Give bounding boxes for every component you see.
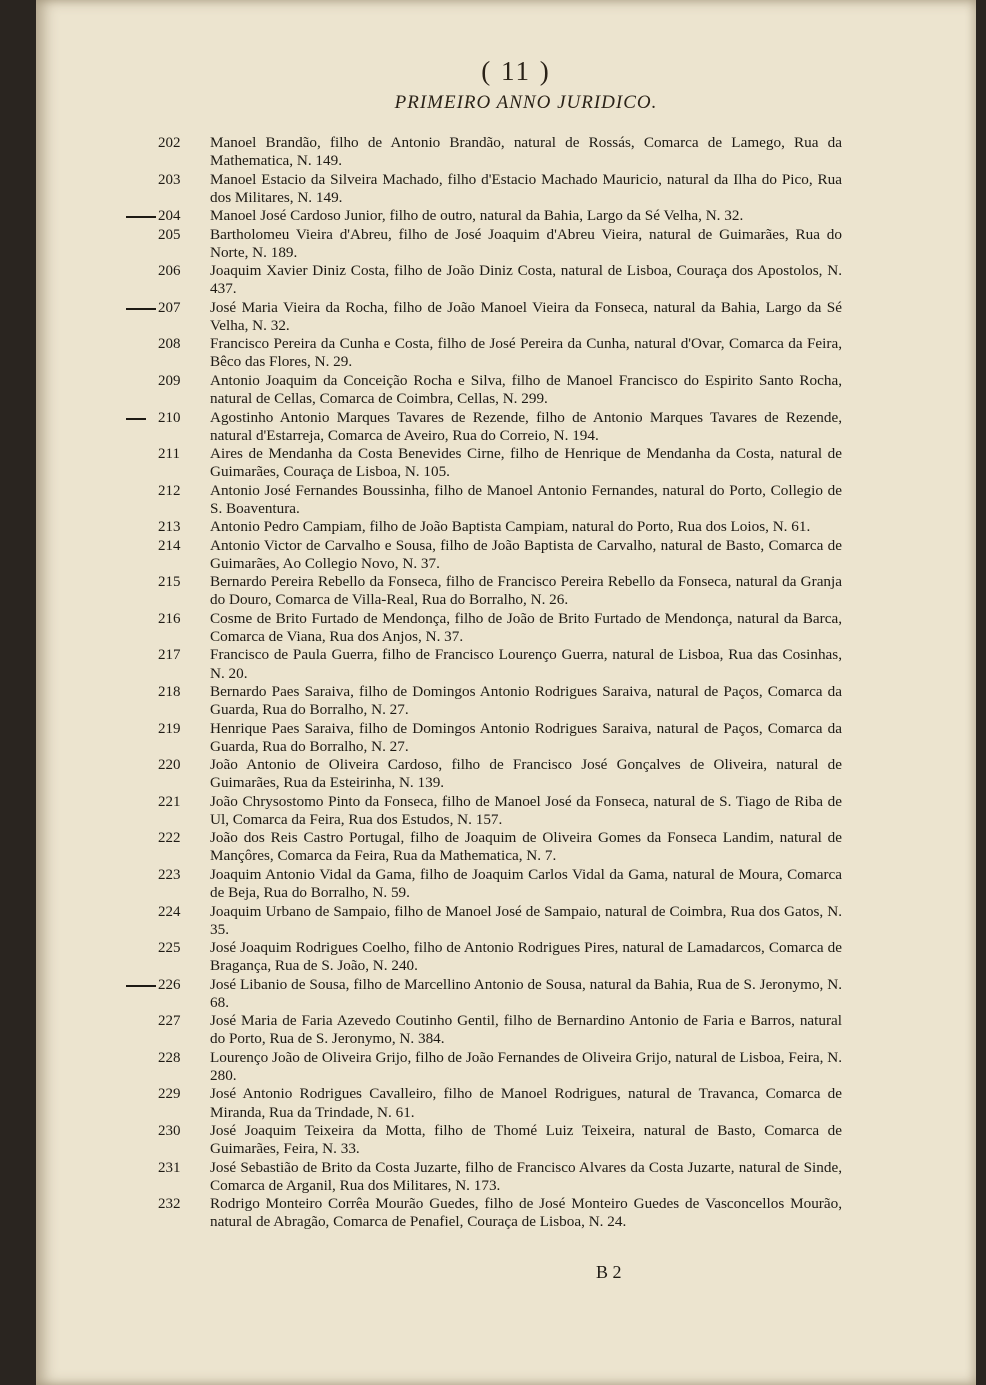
entry-number: 202 xyxy=(158,135,181,151)
entry-number: 232 xyxy=(158,1196,181,1213)
entry-text: José Sebastião de Brito da Costa Juzarte, filho de Francisco Alvares da Costa Juzarte, natural de Sinde, Comarca de Arganil, Rua dos Militares, N. 173. xyxy=(210,1158,842,1194)
entry-text: José Joaquim Rodrigues Coelho, filho de Antonio Rodrigues Pires, natural de Lamadarcos, Comarca de Bragança, Rua de S. João, N. 240. xyxy=(210,939,842,975)
list-item xyxy=(36,335,976,371)
entry-number: 203 xyxy=(158,171,181,188)
list-item xyxy=(36,573,976,609)
margin-tick-mark xyxy=(126,308,156,310)
list-item xyxy=(36,445,976,481)
list-item xyxy=(36,720,976,756)
list-item xyxy=(36,1049,976,1085)
entry-number: 220 xyxy=(158,757,181,774)
entry-number: 214 xyxy=(158,537,181,554)
list-item xyxy=(36,207,976,225)
entry-number: 207 xyxy=(158,299,181,316)
entry-number: 210 xyxy=(158,409,181,426)
list-item xyxy=(36,756,976,792)
entry-number: 216 xyxy=(158,610,181,627)
list-item xyxy=(36,171,976,207)
list-item xyxy=(36,518,976,536)
entry-number: 209 xyxy=(158,372,181,389)
page-number: ( 11 ) xyxy=(481,56,551,86)
entry-text: Cosme de Brito Furtado de Mendonça, filho de João de Brito Furtado de Mendonça, natural da Barca, Comarca de Viana, Rua dos Anjos, N. 37. xyxy=(210,609,842,645)
entry-text: José Maria de Faria Azevedo Coutinho Gentil, filho de Bernardino Antonio de Faria e Barros, natural do Porto, Rua de S. Jeronymo, N. 384. xyxy=(210,1012,842,1048)
list-item xyxy=(36,1085,976,1121)
entry-text: Antonio Joaquim da Conceição Rocha e Silva, filho de Manoel Francisco do Espirito Santo Rocha, natural de Cellas, Comarca de Coimbra, Cellas, N. 299. xyxy=(210,371,842,408)
list-item xyxy=(36,683,976,719)
list-item xyxy=(36,262,976,298)
entry-text: Manoel José Cardoso Junior, filho de outro, natural da Bahia, Largo da Sé Velha, N. 32. xyxy=(210,207,744,225)
margin-tick-mark xyxy=(126,985,156,987)
list-item xyxy=(36,646,976,682)
list-item xyxy=(36,829,976,865)
entry-text: Manoel Brandão, filho de Antonio Brandão, natural de Rossás, Comarca de Lamego, Rua da Mathematica, N. 149. xyxy=(210,134,842,170)
list-item xyxy=(36,226,976,262)
list-item xyxy=(36,903,976,939)
entry-text: Lourenço João de Oliveira Grijo, filho de João Fernandes de Oliveira Grijo, natural de Lisboa, Feira, N. 280. xyxy=(210,1048,842,1084)
entry-number: 213 xyxy=(158,519,181,536)
list-item xyxy=(36,1159,976,1195)
entry-number: 215 xyxy=(158,574,181,591)
entry-text: João dos Reis Castro Portugal, filho de Joaquim de Oliveira Gomes da Fonseca Landim, natural de Mançôres, Comarca da Feira, Rua da Mathematica, N. 7. xyxy=(210,829,842,865)
entry-number: 218 xyxy=(158,684,181,701)
entry-number: 217 xyxy=(158,647,181,664)
entry-text: Antonio José Fernandes Boussinha, filho de Manoel Antonio Fernandes, natural do Porto, Collegio de S. Boaventura. xyxy=(210,481,842,517)
entry-number: 228 xyxy=(158,1049,181,1066)
list-item xyxy=(36,939,976,975)
entry-number: 219 xyxy=(158,720,181,737)
entry-text: Bartholomeu Vieira d'Abreu, filho de José Joaquim d'Abreu Vieira, natural de Guimarães, Rua do Norte, N. 189. xyxy=(210,225,842,261)
entry-text: Agostinho Antonio Marques Tavares de Rezende, filho de Antonio Marques Tavares de Rezende, natural d'Estarreja, Comarca de Aveiro, Rua do Correio, N. 194. xyxy=(210,408,842,444)
entry-number: 225 xyxy=(158,940,181,957)
entry-text: Henrique Paes Saraiva, filho de Domingos Antonio Rodrigues Saraiva, natural de Paços, Comarca da Guarda, Rua do Borralho, N. 27. xyxy=(210,719,842,755)
entry-text: Joaquim Urbano de Sampaio, filho de Manoel José de Sampaio, natural de Coimbra, Rua dos Gatos, N. 35. xyxy=(210,902,842,938)
entry-text: Bernardo Paes Saraiva, filho de Domingos Antonio Rodrigues Saraiva, natural de Paços, Comarca da Guarda, Rua do Borralho, N. 27. xyxy=(210,683,842,719)
entry-number: 211 xyxy=(158,446,180,463)
entry-number: 227 xyxy=(158,1013,181,1030)
list-item xyxy=(36,409,976,445)
entry-text: João Chrysostomo Pinto da Fonseca, filho de Manoel José da Fonseca, natural de S. Tiago de Riba de Ul, Comarca da Feira, Rua dos Estudos, N. 157. xyxy=(210,792,842,828)
list-item xyxy=(36,866,976,902)
entry-text: Francisco de Paula Guerra, filho de Francisco Lourenço Guerra, natural de Lisboa, Rua das Cosinhas, N. 20. xyxy=(210,646,842,682)
entry-text: Antonio Pedro Campiam, filho de João Baptista Campiam, natural do Porto, Rua dos Loios, N. 61. xyxy=(210,518,811,536)
list-item xyxy=(36,134,976,170)
entry-number: 208 xyxy=(158,336,181,353)
entry-text: Joaquim Antonio Vidal da Gama, filho de Joaquim Carlos Vidal da Gama, natural de Moura, Comarca de Beja, Rua do Borralho, N. 59. xyxy=(210,865,842,902)
entry-text: José Maria Vieira da Rocha, filho de João Manoel Vieira da Fonseca, natural da Bahia, Largo da Sé Velha, N. 32. xyxy=(210,298,842,334)
margin-tick-mark xyxy=(126,216,156,218)
entry-text: Francisco Pereira da Cunha e Costa, filho de José Pereira da Cunha, natural d'Ovar, Comarca da Feira, Bêco das Flores, N. 29. xyxy=(210,335,842,371)
list-item xyxy=(36,793,976,829)
margin-tick-mark xyxy=(126,418,146,420)
list-item xyxy=(36,1012,976,1048)
entry-text: José Joaquim Teixeira da Motta, filho de Thomé Luiz Teixeira, natural de Basto, Comarca de Guimarães, Feira, N. 33. xyxy=(210,1122,842,1158)
entry-text: Manoel Estacio da Silveira Machado, filho d'Estacio Machado Mauricio, natural da Ilha do Pico, Rua dos Militares, N. 149. xyxy=(210,170,842,206)
entry-list xyxy=(36,134,976,1232)
entry-number: 204 xyxy=(158,208,181,225)
entry-text: Aires de Mendanha da Costa Benevides Cirne, filho de Henrique de Mendanha da Costa, natural de Guimarães, Couraça de Lisboa, N. 105. xyxy=(210,445,842,481)
entry-text: Bernardo Pereira Rebello da Fonseca, filho de Francisco Pereira Rebello da Fonseca, natural da Granja do Douro, Comarca de Villa-Real, Rua do Borralho, N. 26. xyxy=(210,573,842,609)
list-item xyxy=(36,1122,976,1158)
entry-number: 205 xyxy=(158,226,181,243)
list-item xyxy=(36,537,976,573)
entry-text: José Antonio Rodrigues Cavalleiro, filho de Manoel Rodrigues, natural de Travanca, Comarca de Miranda, Rua da Trindade, N. 61. xyxy=(210,1085,842,1121)
list-item xyxy=(36,299,976,335)
entry-number: 226 xyxy=(158,976,181,993)
entry-text: Antonio Victor de Carvalho e Sousa, filho de João Baptista de Carvalho, natural de Basto, Comarca de Guimarães, Ao Collegio Novo, N. 37. xyxy=(210,536,842,572)
entry-number: 221 xyxy=(158,793,181,810)
list-item xyxy=(36,610,976,646)
catchword: B 2 xyxy=(596,1262,622,1282)
entry-number: 231 xyxy=(158,1159,181,1176)
entry-number: 230 xyxy=(158,1123,181,1139)
entry-number: 229 xyxy=(158,1086,181,1103)
list-item xyxy=(36,1195,976,1231)
entry-text: Joaquim Xavier Diniz Costa, filho de João Diniz Costa, natural de Lisboa, Couraça dos Apostolos, N. 437. xyxy=(210,262,842,298)
entry-text: Rodrigo Monteiro Corrêa Mourão Guedes, filho de José Monteiro Guedes de Vasconcellos Mourão, natural de Abragão, Comarca de Penafiel, Couraça de Lisboa, N. 24. xyxy=(210,1195,842,1231)
list-item xyxy=(36,372,976,408)
document-page xyxy=(36,0,976,1385)
running-head: PRIMEIRO ANNO JURIDICO. xyxy=(394,92,658,113)
entry-text: José Libanio de Sousa, filho de Marcellino Antonio de Sousa, natural da Bahia, Rua de S. Jeronymo, N. 68. xyxy=(210,975,842,1011)
entry-number: 206 xyxy=(158,263,181,280)
entry-number: 224 xyxy=(158,903,181,920)
list-item xyxy=(36,482,976,518)
entry-text: João Antonio de Oliveira Cardoso, filho de Francisco José Gonçalves de Oliveira, natural de Guimarães, Rua da Esteirinha, N. 139. xyxy=(210,756,842,792)
entry-number: 212 xyxy=(158,482,181,499)
entry-number: 223 xyxy=(158,866,181,883)
list-item xyxy=(36,976,976,1012)
entry-number: 222 xyxy=(158,830,181,847)
